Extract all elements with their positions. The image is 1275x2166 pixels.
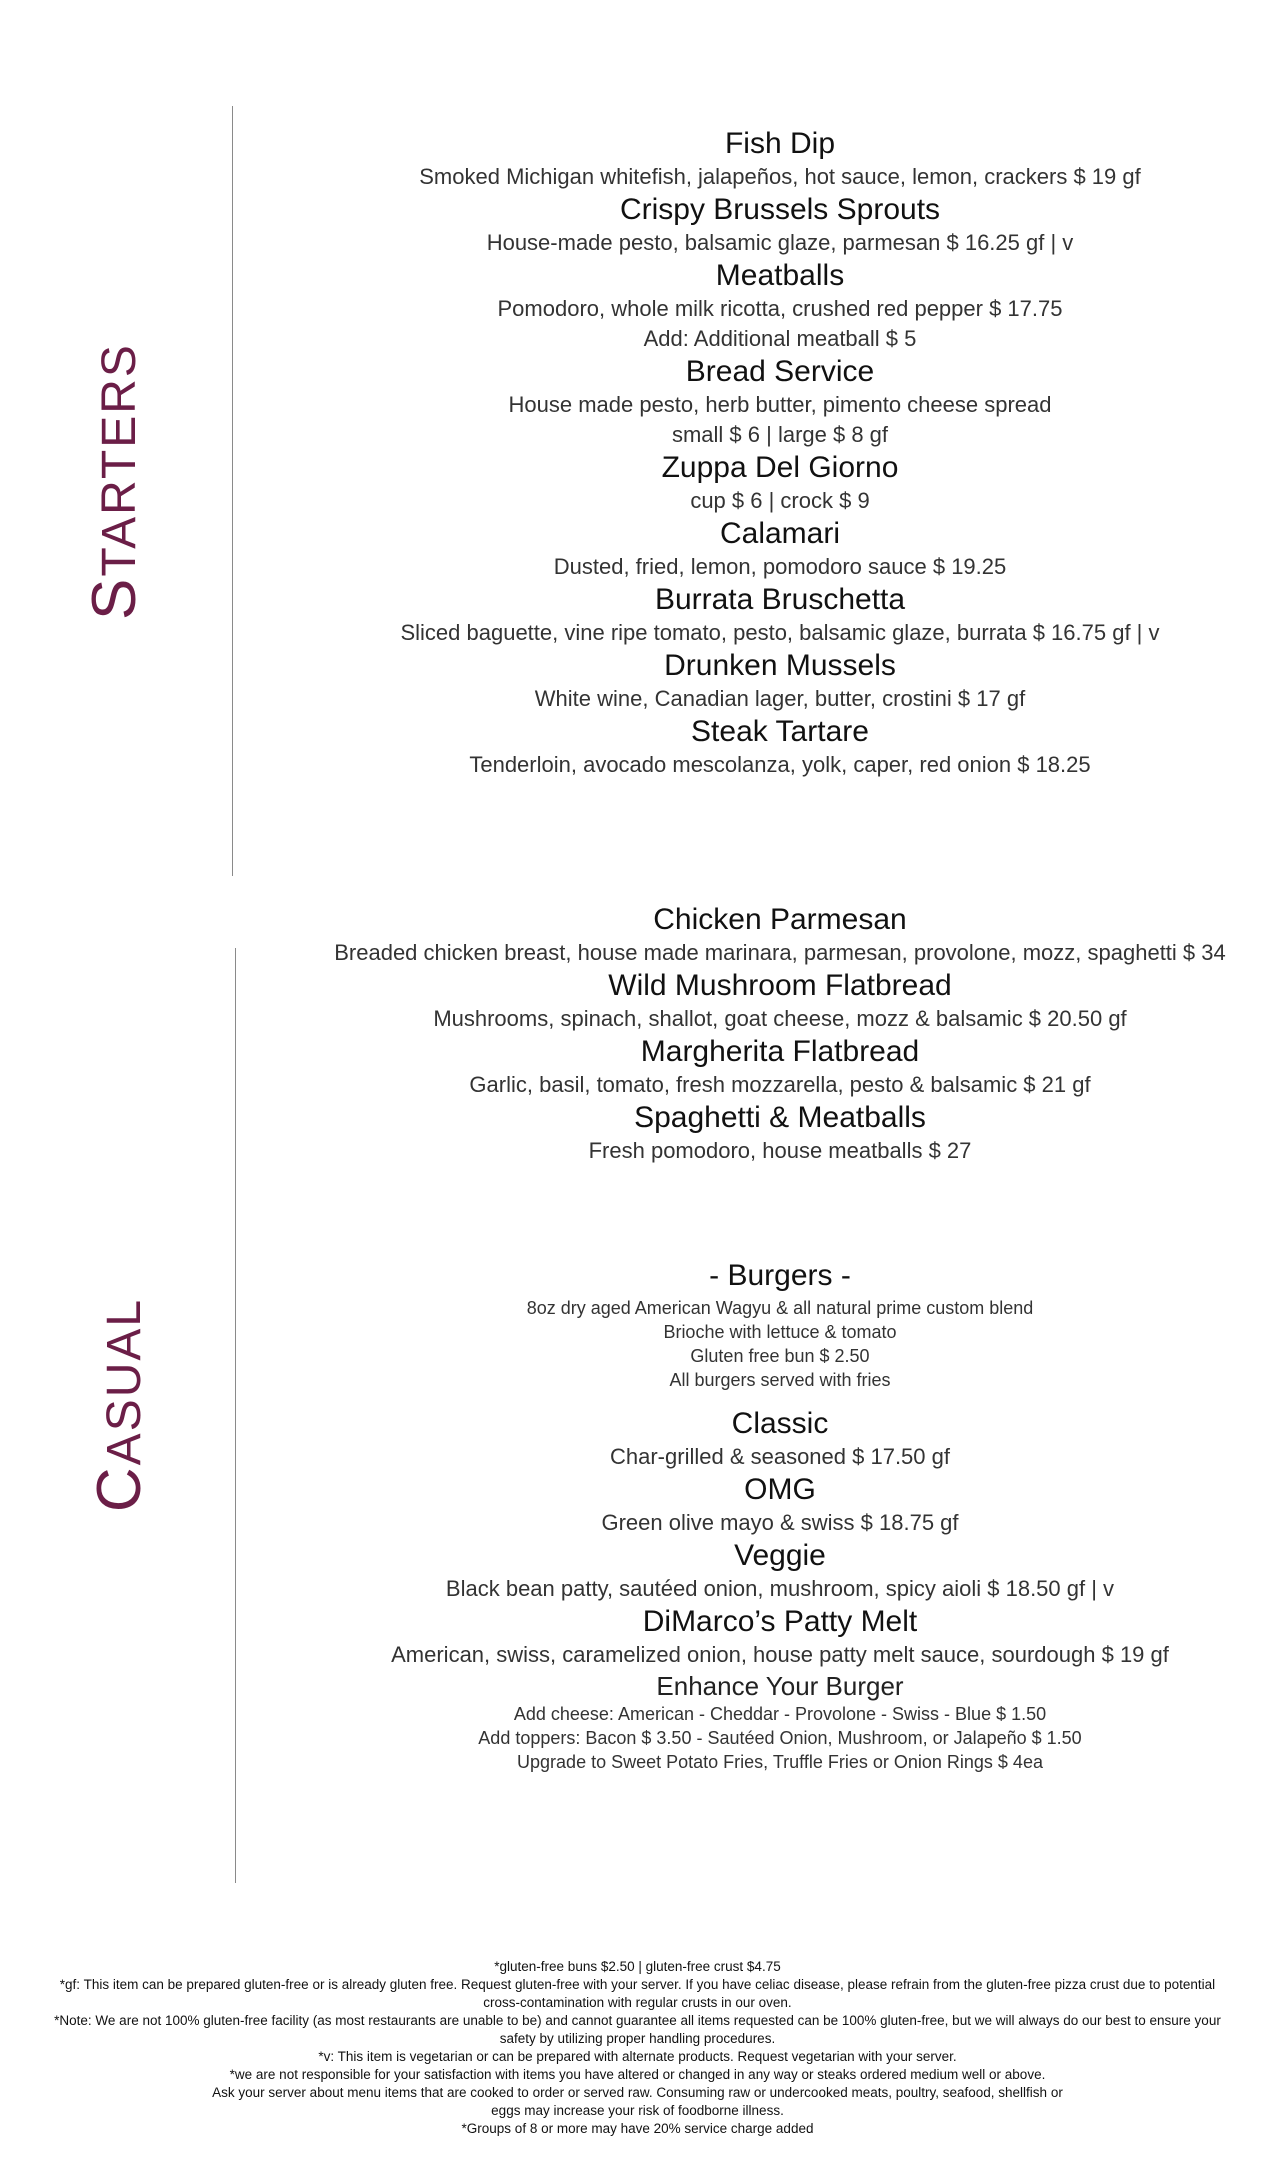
- burger-note-line: 8oz dry aged American Wagyu & all natural prime custom blend: [526, 1298, 1034, 1318]
- casual-section-title: CASUAL: [85, 1297, 154, 1513]
- menu-item-description: Char-grilled & seasoned $ 17.50 gf: [610, 1444, 950, 1469]
- menu-item-name: Steak Tartare: [691, 715, 869, 748]
- enhance-option-line: Upgrade to Sweet Potato Fries, Truffle Fries or Onion Rings $ 4ea: [517, 1752, 1043, 1772]
- menu-item-description: Sliced baguette, vine ripe tomato, pesto, balsamic glaze, burrata $ 16.75 gf | v: [400, 620, 1160, 645]
- menu-item: [250, 258, 1275, 354]
- menu-item-name: OMG: [744, 1473, 816, 1506]
- burger-note-line: All burgers served with fries: [669, 1370, 891, 1390]
- menu-item-name: Spaghetti & Meatballs: [634, 1101, 926, 1134]
- footnote-line: eggs may increase your risk of foodborne illness.: [491, 2103, 784, 2118]
- menu-item-name: Classic: [731, 1407, 829, 1440]
- menu-item-name: Bread Service: [685, 355, 875, 388]
- footnote-line: *we are not responsible for your satisfaction with items you have altered or changed in any way or steaks ordered medium well or above.: [229, 2067, 1046, 2082]
- menu-item-description: Garlic, basil, tomato, fresh mozzarella, pesto & balsamic $ 21 gf: [469, 1072, 1091, 1097]
- menu-item-name: Calamari: [719, 517, 841, 550]
- enhance-option-line: Add toppers: Bacon $ 3.50 - Sautéed Onion, Mushroom, or Jalapeño $ 1.50: [478, 1728, 1082, 1748]
- starters-section-title: STARTERS: [80, 343, 149, 620]
- menu-item: [250, 516, 1275, 582]
- menu-item-description: House-made pesto, balsamic glaze, parmesan $ 16.25 gf | v: [486, 230, 1074, 255]
- footnote-line: cross-contamination with regular crusts in our oven.: [483, 1995, 792, 2010]
- menu-item-description: Black bean patty, sautéed onion, mushroom, spicy aioli $ 18.50 gf | v: [445, 1576, 1115, 1601]
- menu-item-description: House made pesto, herb butter, pimento cheese spread: [508, 392, 1052, 417]
- menu-item: [250, 1538, 1275, 1604]
- menu-item: [250, 1100, 1275, 1166]
- footnote-line: *Note: We are not 100% gluten-free facility (as most restaurants are unable to be) and cannot guarantee all items requested can be 100% gluten-free, but we will always do our best to ensure your: [54, 2013, 1221, 2028]
- menu-item-description: Tenderloin, avocado mescolanza, yolk, caper, red onion $ 18.25: [469, 752, 1091, 777]
- menu-item-name: Meatballs: [715, 259, 845, 292]
- menu-item-name: DiMarco’s Patty Melt: [642, 1605, 918, 1638]
- burger-note-line: Gluten free bun $ 2.50: [690, 1346, 870, 1366]
- menu-item-description: Fresh pomodoro, house meatballs $ 27: [588, 1138, 972, 1163]
- casual-divider-line: [235, 948, 236, 1883]
- menu-item: [250, 1406, 1275, 1472]
- menu-item-description: Dusted, fried, lemon, pomodoro sauce $ 19.25: [553, 554, 1007, 579]
- footnote-line: Ask your server about menu items that are cooked to order or served raw. Consuming raw or undercooked meats, poultry, seafood, shellfish or: [212, 2085, 1063, 2100]
- menu-item: [250, 126, 1275, 192]
- footnote-line: *gf: This item can be prepared gluten-free or is already gluten free. Request gluten-free with your server. If you have celiac disease, please refrain from the gluten-free pizza crust due to potential: [59, 1977, 1216, 1992]
- menu-item-name: Wild Mushroom Flatbread: [608, 969, 952, 1002]
- menu-item-description: Smoked Michigan whitefish, jalapeños, hot sauce, lemon, crackers $ 19 gf: [419, 164, 1141, 189]
- menu-item-name: Burrata Bruschetta: [654, 583, 906, 616]
- burger-note-line: Brioche with lettuce & tomato: [663, 1322, 897, 1342]
- starters-divider-line: [232, 106, 233, 876]
- menu-footnotes: [20, 1958, 1255, 2138]
- menu-item: [250, 902, 1275, 968]
- menu-item-name: Chicken Parmesan: [653, 903, 907, 936]
- enhance-burger-options: [250, 1702, 1275, 1774]
- casual-menu-list: [250, 902, 1275, 1166]
- burger-items: [250, 1406, 1275, 1670]
- menu-item: [250, 648, 1275, 714]
- menu-item-name: Veggie: [734, 1539, 826, 1572]
- menu-item-name: Margherita Flatbread: [640, 1035, 920, 1068]
- starters-menu-list: [250, 126, 1275, 780]
- menu-item: [250, 714, 1275, 780]
- menu-item-description: American, swiss, caramelized onion, house patty melt sauce, sourdough $ 19 gf: [391, 1642, 1169, 1667]
- menu-item: [250, 192, 1275, 258]
- menu-item: [250, 968, 1275, 1034]
- menu-item-name: Fish Dip: [724, 127, 836, 160]
- menu-item: [250, 1472, 1275, 1538]
- menu-item-description: Breaded chicken breast, house made marinara, parmesan, provolone, mozz, spaghetti $ 34: [334, 940, 1226, 965]
- enhance-option-line: Add cheese: American - Cheddar - Provolone - Swiss - Blue $ 1.50: [513, 1704, 1047, 1724]
- footnote-line: *v: This item is vegetarian or can be prepared with alternate products. Request vegetarian with your server.: [318, 2049, 957, 2064]
- footnote-line: safety by utilizing proper handling procedures.: [499, 2031, 776, 2046]
- footnote-line: *gluten-free buns $2.50 | gluten-free crust $4.75: [494, 1959, 781, 1974]
- menu-item-name: Zuppa Del Giorno: [661, 451, 899, 484]
- burgers-menu-block: [250, 1256, 1275, 1774]
- menu-item-name: Drunken Mussels: [664, 649, 896, 682]
- menu-item-description: Pomodoro, whole milk ricotta, crushed red pepper $ 17.75: [497, 296, 1063, 321]
- burgers-heading: - Burgers -: [709, 1259, 851, 1292]
- footnote-line: *Groups of 8 or more may have 20% service charge added: [461, 2121, 814, 2136]
- menu-item-description: Mushrooms, spinach, shallot, goat cheese, mozz & balsamic $ 20.50 gf: [433, 1006, 1127, 1031]
- menu-item-description: White wine, Canadian lager, butter, crostini $ 17 gf: [534, 686, 1026, 711]
- enhance-burger-title: Enhance Your Burger: [656, 1671, 904, 1701]
- menu-item: [250, 450, 1275, 516]
- menu-item-description: Green olive mayo & swiss $ 18.75 gf: [601, 1510, 959, 1535]
- menu-item-description: small $ 6 | large $ 8 gf: [671, 422, 889, 447]
- menu-item-description: cup $ 6 | crock $ 9: [690, 488, 870, 513]
- menu-item: [250, 1604, 1275, 1670]
- menu-item-description: Add: Additional meatball $ 5: [643, 326, 917, 351]
- menu-item: [250, 354, 1275, 450]
- burger-notes: [250, 1296, 1275, 1392]
- menu-item-name: Crispy Brussels Sprouts: [619, 193, 941, 226]
- menu-item: [250, 582, 1275, 648]
- menu-item: [250, 1034, 1275, 1100]
